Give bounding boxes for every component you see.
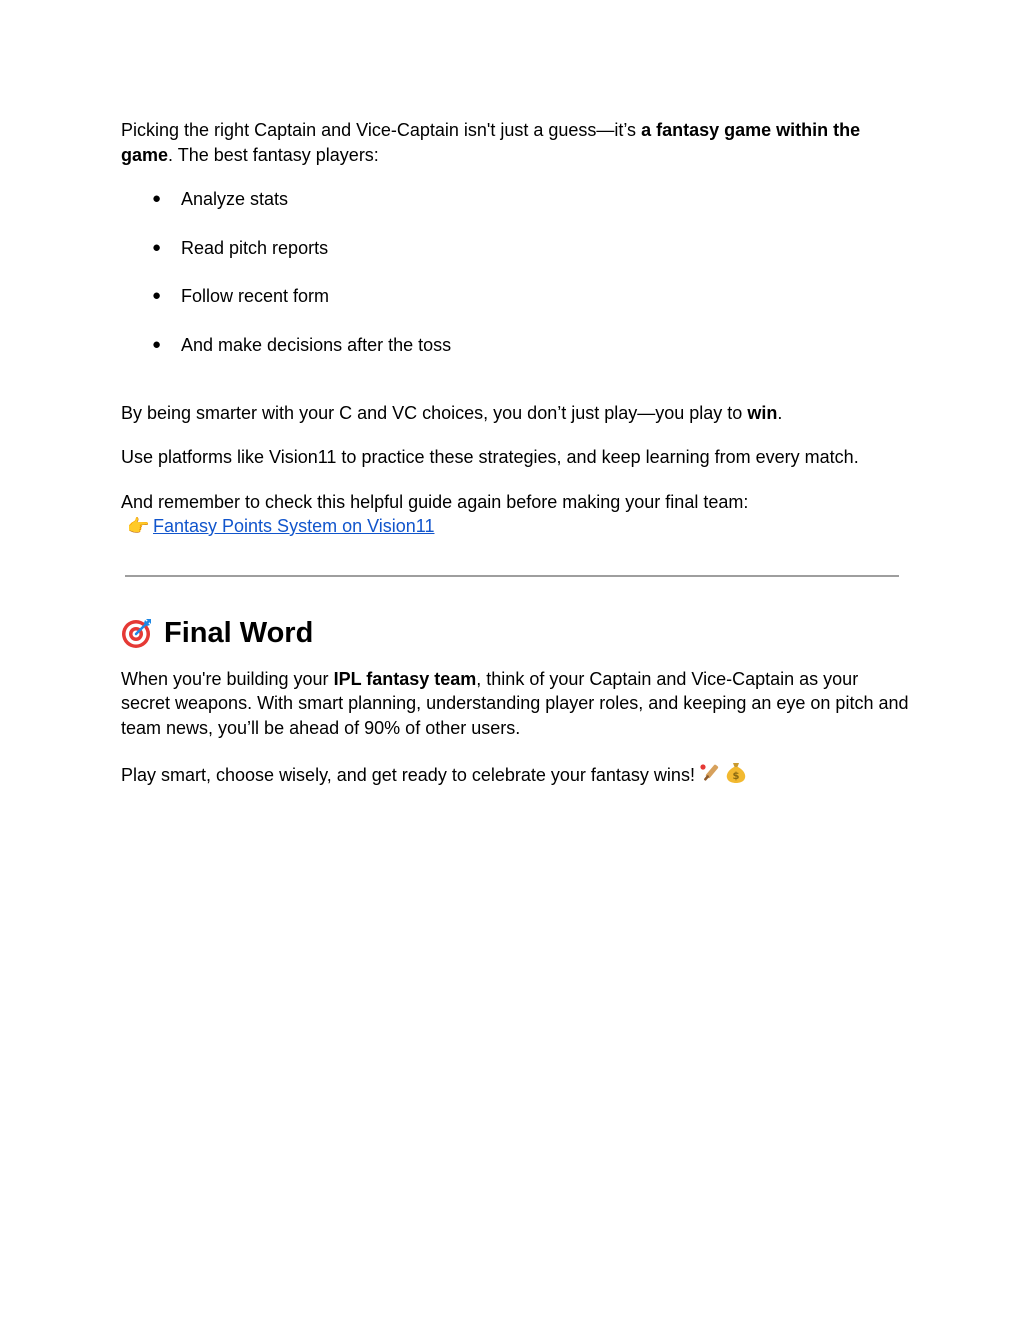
document-page xyxy=(121,118,911,788)
final-text-end: , think of your Captain and Vice-Captain as your secret weapons. With smart planning, understanding player roles, and keeping an eye on pitch and team news, you’ll be ahead of 90% of other users. xyxy=(121,668,909,738)
final-text: When you're building your xyxy=(121,668,334,689)
bullet-icon: ● xyxy=(152,238,162,256)
intro-paragraph xyxy=(121,118,911,167)
closing-paragraph xyxy=(121,760,911,788)
section-divider xyxy=(125,575,899,577)
final-word-title: Final Word xyxy=(164,616,314,649)
bullet-icon: ● xyxy=(152,335,162,353)
list-item xyxy=(121,236,911,260)
list-item-label: Analyze stats xyxy=(181,189,289,209)
smarter-bold-text: win xyxy=(747,402,778,423)
money-bag-icon xyxy=(725,760,747,784)
smarter-text-end: . xyxy=(777,402,783,423)
intro-bold-text: a fantasy game within the game xyxy=(121,120,861,165)
remember-text: And remember to check this helpful guide again before making your final team: xyxy=(121,491,749,512)
final-paragraph xyxy=(121,667,911,741)
final-bold-text: IPL fantasy team xyxy=(333,668,477,689)
pointing-hand-icon: 👉 xyxy=(127,516,150,536)
target-icon xyxy=(121,617,153,649)
fantasy-points-link[interactable]: Fantasy Points System on Vision11 xyxy=(153,516,435,536)
intro-text-end: . The best fantasy players: xyxy=(168,144,379,165)
list-item-label: And make decisions after the toss xyxy=(181,334,452,355)
list-item-label: Follow recent form xyxy=(181,286,330,306)
list-item xyxy=(121,333,911,357)
smarter-paragraph xyxy=(121,401,911,426)
cricket-bat-icon xyxy=(699,762,721,784)
list-item xyxy=(121,187,911,211)
platforms-paragraph: Use platforms like Vision11 to practice these strategies, and keep learning from every match. xyxy=(121,447,859,467)
final-word-heading xyxy=(121,615,911,651)
smarter-text: By being smarter with your C and VC choices, you don’t just play—you play to xyxy=(121,402,748,423)
list-item-label: Read pitch reports xyxy=(181,237,329,258)
closing-text: Play smart, choose wisely, and get ready to celebrate your fantasy wins! xyxy=(121,765,695,785)
bullet-icon: ● xyxy=(152,287,162,304)
intro-text: Picking the right Captain and Vice-Captain isn't just a guess—it’s xyxy=(121,120,642,140)
fantasy-tips-list xyxy=(121,187,911,357)
bullet-icon: ● xyxy=(152,190,162,207)
remember-paragraph xyxy=(121,490,911,539)
svg-text:$: $ xyxy=(732,771,740,782)
list-item xyxy=(121,284,911,308)
